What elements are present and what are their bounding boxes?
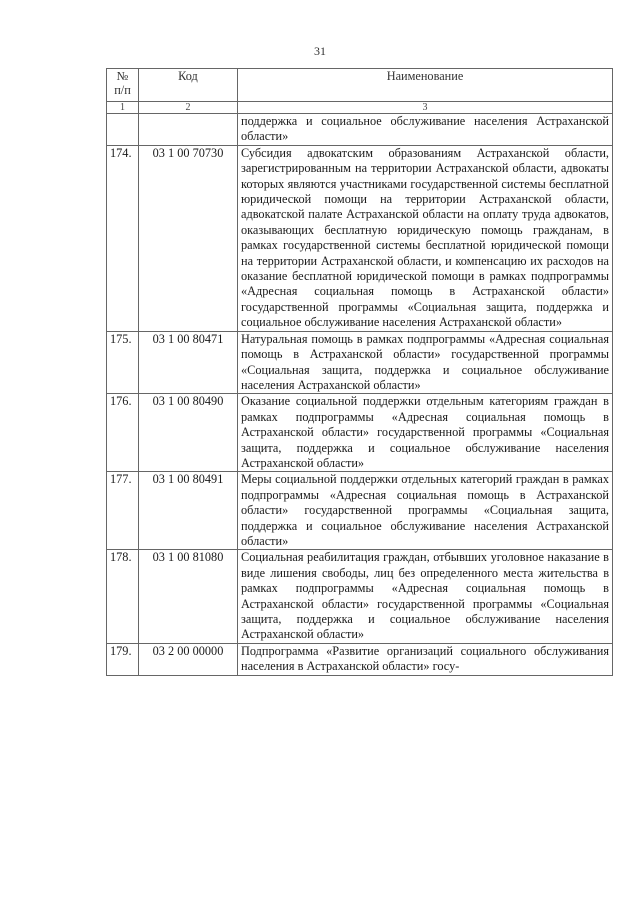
row-code: 03 1 00 81080 <box>139 550 238 643</box>
budget-classification-table <box>106 68 613 676</box>
row-code: 03 2 00 00000 <box>139 643 238 675</box>
header-num: № п/п <box>107 69 139 102</box>
row-name: Социальная реабилитация граждан, отбывших уголовное наказание в виде лишения свободы, лиц без определенного места жительства в рамках подпрограммы «Адресная социальная помощь в Астраханской области» государственной программы «Социальная защита, поддержка и социальное обслуживание населения Астраханской области» <box>238 550 613 643</box>
row-number: 177. <box>107 472 139 550</box>
row-name: Оказание социальной поддержки отдельным категориям граждан в рамках подпрограммы «Адресная социальная помощь в Астраханской области» государственной программы «Социальная защита, поддержка и социальное обслуживание населения Астраханской области» <box>238 394 613 472</box>
row-name: Субсидия адвокатским образованиям Астраханской области, зарегистрированным на территории Астраханской области, адвокаты которых являются участниками государственной системы бесплатной юридической помощи на территории Астраханской области, адвокатской палате Астраханской области на оплату труда адвокатов, оказывающих бесплатную юридическую помощь гражданам, в рамках государственной системы бесплатной юридической помощи на территории Астраханской области, и компенсацию их расходов на оказание бесплатной юридической помощи в рамках подпрограммы «Адресная социальная помощь в Астраханской области» государственной программы «Социальная защита, поддержка и социальное обслуживание населения Астраханской области» <box>238 145 613 331</box>
table-row <box>107 472 613 550</box>
row-code: 03 1 00 80471 <box>139 331 238 394</box>
row-number <box>107 114 139 146</box>
row-code <box>139 114 238 146</box>
header-row <box>107 69 613 102</box>
row-name: Меры социальной поддержки отдельных категорий граждан в рамках подпрограммы «Адресная социальная помощь в Астраханской области» государственной программы «Социальная защита, поддержка и социальное обслуживание населения Астраханской области» <box>238 472 613 550</box>
row-code: 03 1 00 80491 <box>139 472 238 550</box>
row-number: 179. <box>107 643 139 675</box>
row-number: 178. <box>107 550 139 643</box>
column-index-row <box>107 102 613 114</box>
header-name: Наименование <box>238 69 613 102</box>
column-index: 2 <box>139 102 238 114</box>
row-name: поддержка и социальное обслуживание населения Астраханской области» <box>238 114 613 146</box>
table-row <box>107 643 613 675</box>
column-index: 1 <box>107 102 139 114</box>
row-name: Натуральная помощь в рамках подпрограммы «Адресная социальная помощь в Астраханской области» государственной программы «Социальная защита, поддержка и социальное обслуживание населения Астраханской области» <box>238 331 613 394</box>
row-code: 03 1 00 80490 <box>139 394 238 472</box>
table-row <box>107 331 613 394</box>
table-row <box>107 114 613 146</box>
header-code: Код <box>139 69 238 102</box>
row-code: 03 1 00 70730 <box>139 145 238 331</box>
table-row <box>107 394 613 472</box>
row-name: Подпрограмма «Развитие организаций социального обслуживания населения в Астраханской области» госу- <box>238 643 613 675</box>
row-number: 174. <box>107 145 139 331</box>
column-index: 3 <box>238 102 613 114</box>
row-number: 175. <box>107 331 139 394</box>
table-row <box>107 145 613 331</box>
page-number: 31 <box>314 44 326 58</box>
row-number: 176. <box>107 394 139 472</box>
table-row <box>107 550 613 643</box>
